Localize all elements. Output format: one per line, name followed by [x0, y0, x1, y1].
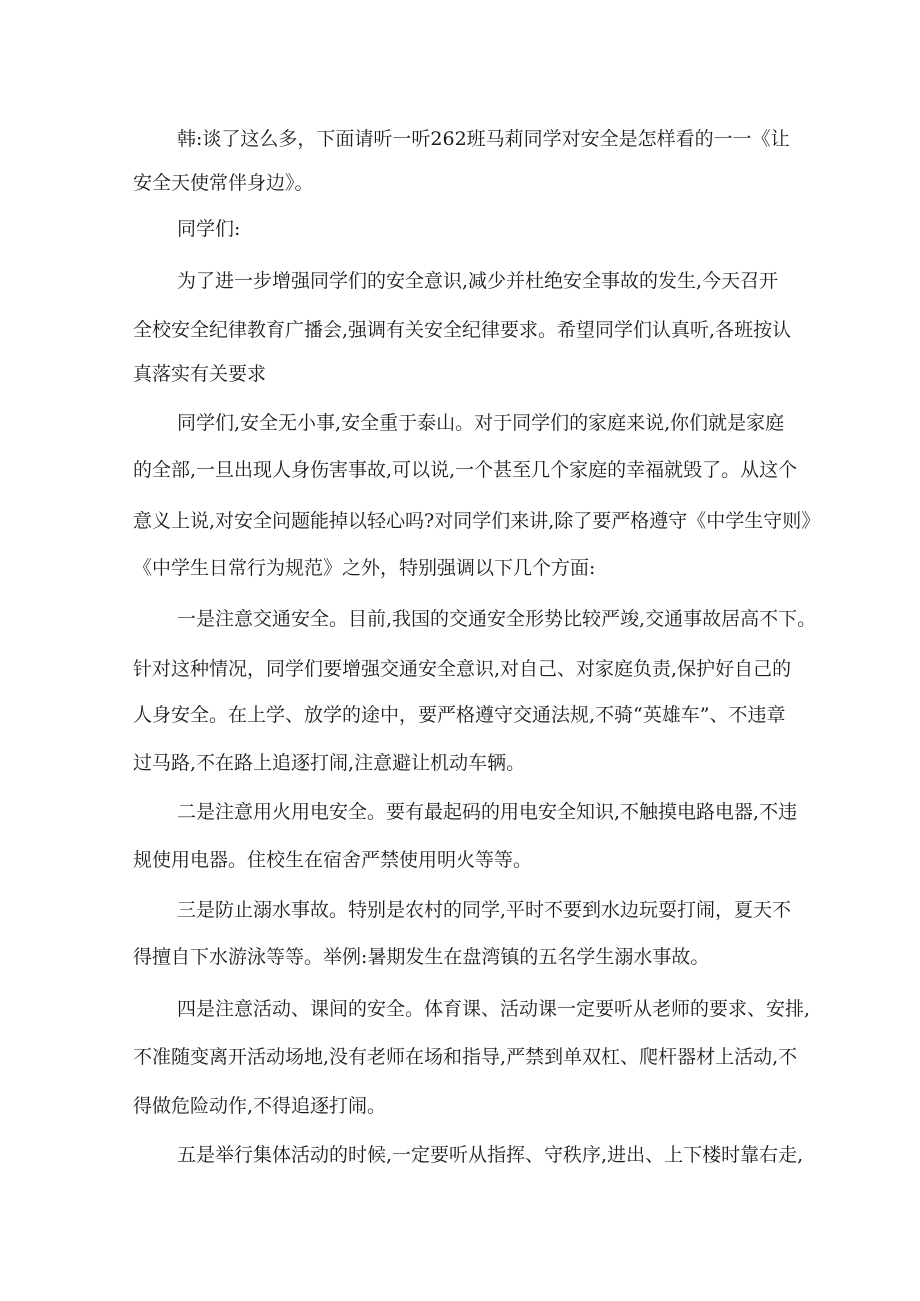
- paragraph-6-line-2: 规使用电器。住校生在宿舍严禁使用明火等等。: [133, 849, 533, 871]
- paragraph-1-line-1: 韩:谈了这么多，下面请听一听262班马莉同学对安全是怎样看的一一《让: [177, 128, 790, 150]
- paragraph-3-line-3: 真落实有关要求: [133, 363, 267, 385]
- paragraph-5-line-1: 一是注意交通安全。目前,我国的交通安全形势比较严竣,交通事故居高不下。: [177, 608, 817, 630]
- paragraph-3-line-1: 为了进一步增强同学们的安全意识,减少并杜绝安全事故的发生,今天召开: [177, 270, 779, 292]
- paragraph-5-line-3: 人身安全。在上学、放学的途中，要严格遵守交通法规,不骑“英雄车”、不违章: [133, 704, 786, 726]
- paragraph-8-line-2: 不准随变离开活动场地,没有老师在场和指导,严禁到单双杠、爬杆器材上活动,不: [133, 1046, 798, 1068]
- paragraph-4-line-4: 《中学生日常行为规范》之外，特别强调以下几个方面:: [133, 557, 596, 579]
- paragraph-8-line-1: 四是注意活动、课间的安全。体育课、活动课一定要听从老师的要求、安排,: [177, 998, 811, 1020]
- paragraph-2-line-1: 同学们:: [177, 218, 241, 240]
- paragraph-7-line-2: 得擅自下水游泳等等。举例:暑期发生在盘湾镇的五名学生溺水事故。: [133, 946, 710, 968]
- paragraph-8-line-3: 得做危险动作,不得追逐打闹。: [133, 1095, 387, 1117]
- paragraph-5-line-4: 过马路,不在路上追逐打闹,注意避让机动车辆。: [133, 752, 526, 774]
- paragraph-5-line-2: 针对这种情况，同学们要增强交通安全意识,对自己、对家庭负责,保护好自己的: [133, 658, 792, 680]
- paragraph-4-line-3: 意义上说,对安全问题能掉以轻心吗?对同学们来讲,除了要严格遵守《中学生守则》: [133, 510, 821, 532]
- paragraph-6-line-1: 二是注意用火用电安全。要有最起码的用电安全知识,不触摸电路电器,不违: [177, 801, 798, 823]
- paragraph-3-line-2: 全校安全纪律教育广播会,强调有关安全纪律要求。希望同学们认真听,各班按认: [133, 319, 792, 341]
- paragraph-7-line-1: 三是防止溺水事故。特别是农村的同学,平时不要到水边玩耍打闹，夏天不: [177, 899, 792, 921]
- paragraph-1-line-2: 安全天使常伴身边》。: [133, 172, 314, 194]
- paragraph-9-line-1: 五是举行集体活动的时候,一定要听从指挥、守秩序,进出、上下楼时靠右走,: [177, 1144, 804, 1166]
- paragraph-4-line-1: 同学们,安全无小事,安全重于泰山。对于同学们的家庭来说,你们就是家庭: [177, 412, 785, 434]
- paragraph-4-line-2: 的全部,一旦出现人身伤害事故,可以说,一个甚至几个家庭的幸福就毁了。从这个: [133, 459, 798, 481]
